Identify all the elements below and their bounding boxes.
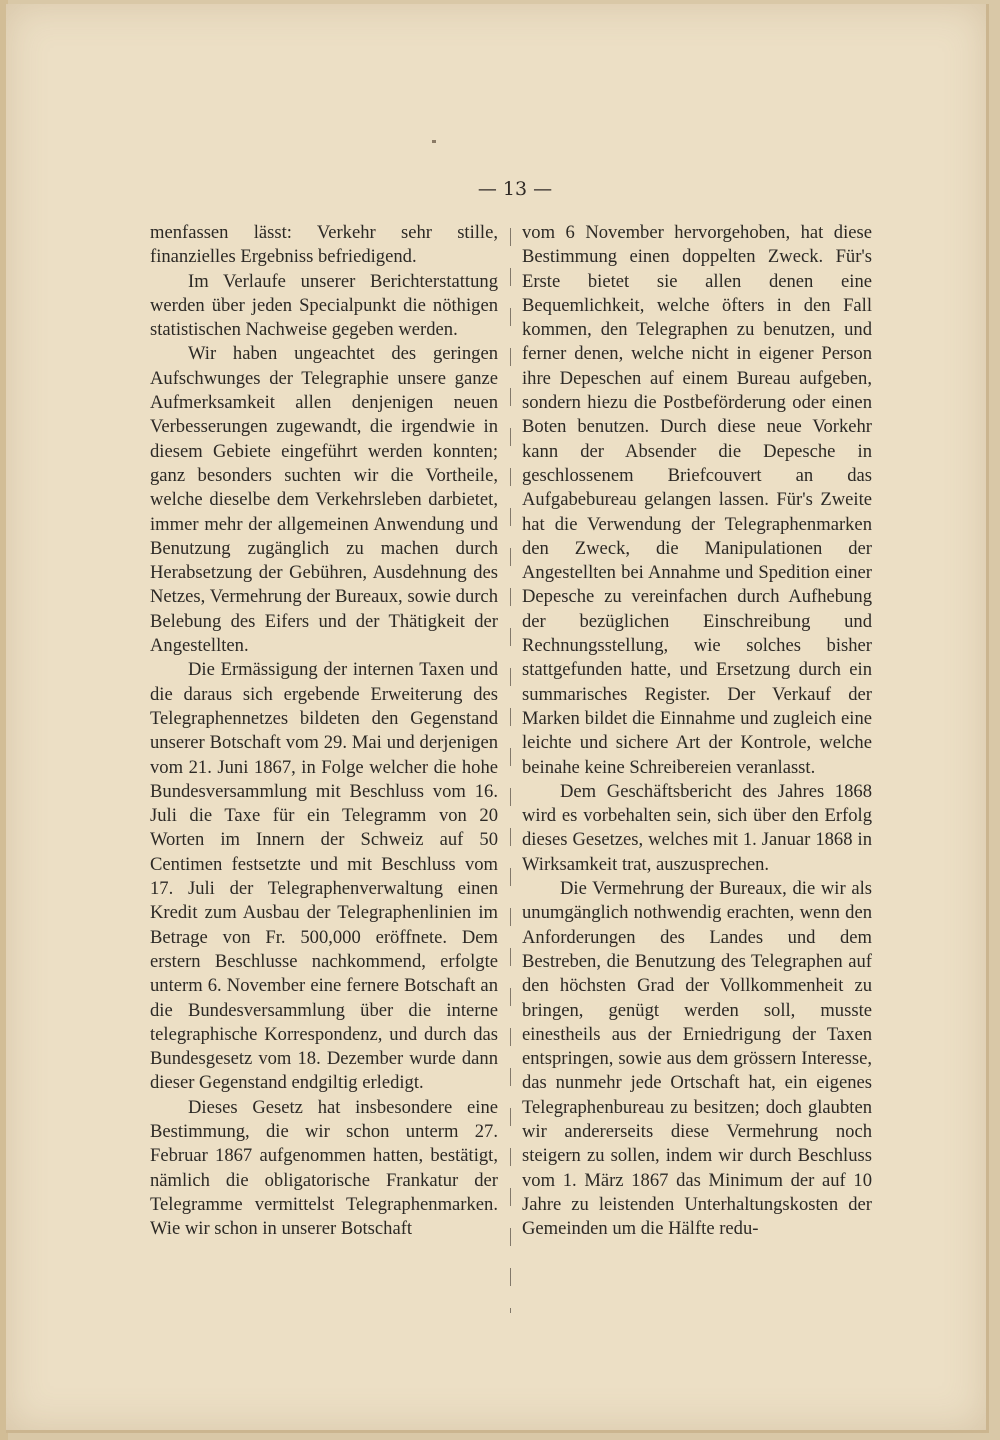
page-number: — 13 —: [477, 178, 553, 200]
paragraph: Dem Geschäftsbericht des Jahres 1868 wird es vorbehalten sein, sich über den Erfolg dieses Gesetzes, welches mit 1. Januar 1868 in Wirksamkeit trat, auszusprechen.: [522, 780, 872, 875]
paragraph: Dieses Gesetz hat insbesondere eine Bestimmung, die wir schon unterm 27. Februar 1867 aufgenommen hatten, bestätigt, nämlich die obligatorische Frankatur der Telegramme vermittelst Telegraphenmarken. Wie wir schon in unserer Botschaft: [150, 1096, 498, 1240]
paragraph: vom 6 November hervorgehoben, hat diese Bestimmung einen doppelten Zweck. Für's Erste bietet sie allen denen eine Bequemlichkeit, welche öfters in den Fall kommen, den Telegraphen zu benutzen, und ferner denen, welche nicht in eigener Person ihre Depeschen auf einem Bureau aufgeben, sondern hiezu die Postbeförderung oder einen Boten benutzen. Durch diese neue Vorkehr kann der Absender die Depesche in geschlossenem Briefcouvert an das Aufgabebureau gelangen lassen. Für's Zweite hat die Verwendung der Telegraphenmarken den Zweck, die Manipulationen der Angestellten bei Annahme und Spedition einer Depesche zu vereinfachen durch Aufhebung der bezüglichen Einschreibung und Rechnungsstellung, wie solches bisher stattgefunden hatte, und Ersetzung durch ein summarisches Register. Der Verkauf der Marken bildet die Einnahme und zugleich eine leichte und sichere Art der Kontrole, welche beinahe keine Schreibereien veranlasst.: [522, 222, 872, 778]
paragraph: Die Vermehrung der Bureaux, die wir als unumgänglich nothwendig erachten, wenn den Anforderungen des Landes und dem Bestreben, die Benutzung des Telegraphen auf den höchsten Grad der Vollkommenheit zu bringen, genügt werden soll, musste einestheils aus der Erniedrigung der Taxen entspringen, sowie aus dem grössern Interesse, das nunmehr jede Ortschaft hat, ein eigenes Telegraphenbureau zu besitzen; doch glaubten wir andererseits diese Vermehrung noch steigern zu sollen, indem wir durch Beschluss vom 1. März 1867 das Minimum der auf 10 Jahre zu leistenden Unterhaltungskosten der Gemeinden um die Hälfte redu-: [522, 878, 872, 1240]
paragraph: Wir haben ungeachtet des geringen Aufschwunges der Telegraphie unsere ganze Aufmerksamkeit allen denjenigen neuen Verbesserungen zugewandt, die irgendwie in diesem Gebiete eingeführt werden konnten; ganz besonders suchten wir die Vortheile, welche dieselbe dem Verkehrsleben darbietet, immer mehr der allgemeinen Anwendung und Benutzung zugänglich zu machen durch Herabsetzung der Gebühren, Ausdehnung des Netzes, Vermehrung der Bureaux, sowie durch Belebung des Eifers und der Thätigkeit der Angestellten.: [150, 343, 498, 657]
right-text-column: [522, 221, 872, 1241]
paragraph: menfassen lässt: Verkehr sehr stille, finanzielles Ergebniss befriedigend.: [150, 222, 498, 268]
paragraph: Im Verlaufe unserer Berichterstattung werden über jeden Specialpunkt die nöthigen statistischen Nachweise gegeben werden.: [150, 270, 498, 341]
ink-mark: [432, 140, 436, 143]
left-text-column: [150, 221, 498, 1241]
paragraph: Die Ermässigung der internen Taxen und die daraus sich ergebende Erweiterung des Telegraphennetzes bildeten den Gegenstand unserer Botschaft vom 29. Mai und derjenigen vom 21. Juni 1867, in Folge welcher die hohe Bundesversammlung mit Beschluss vom 16. Juli die Taxe für ein Telegramm von 20 Worten im Innern der Schweiz auf 50 Centimen festsetzte und mit Beschluss vom 17. Juli der Telegraphenverwaltung einen Kredit zum Ausbau der Telegraphenlinien im Betrage von Fr. 500,000 eröffnete. Dem erstern Beschlusse nachkommend, erfolgte unterm 6. November eine fernere Botschaft an die Bundesversammlung über die interne telegraphische Korrespondenz, und durch das Bundesgesetz vom 18. Dezember wurde dann dieser Gegenstand endgiltig erledigt.: [150, 659, 498, 1094]
column-divider: [510, 228, 511, 1313]
